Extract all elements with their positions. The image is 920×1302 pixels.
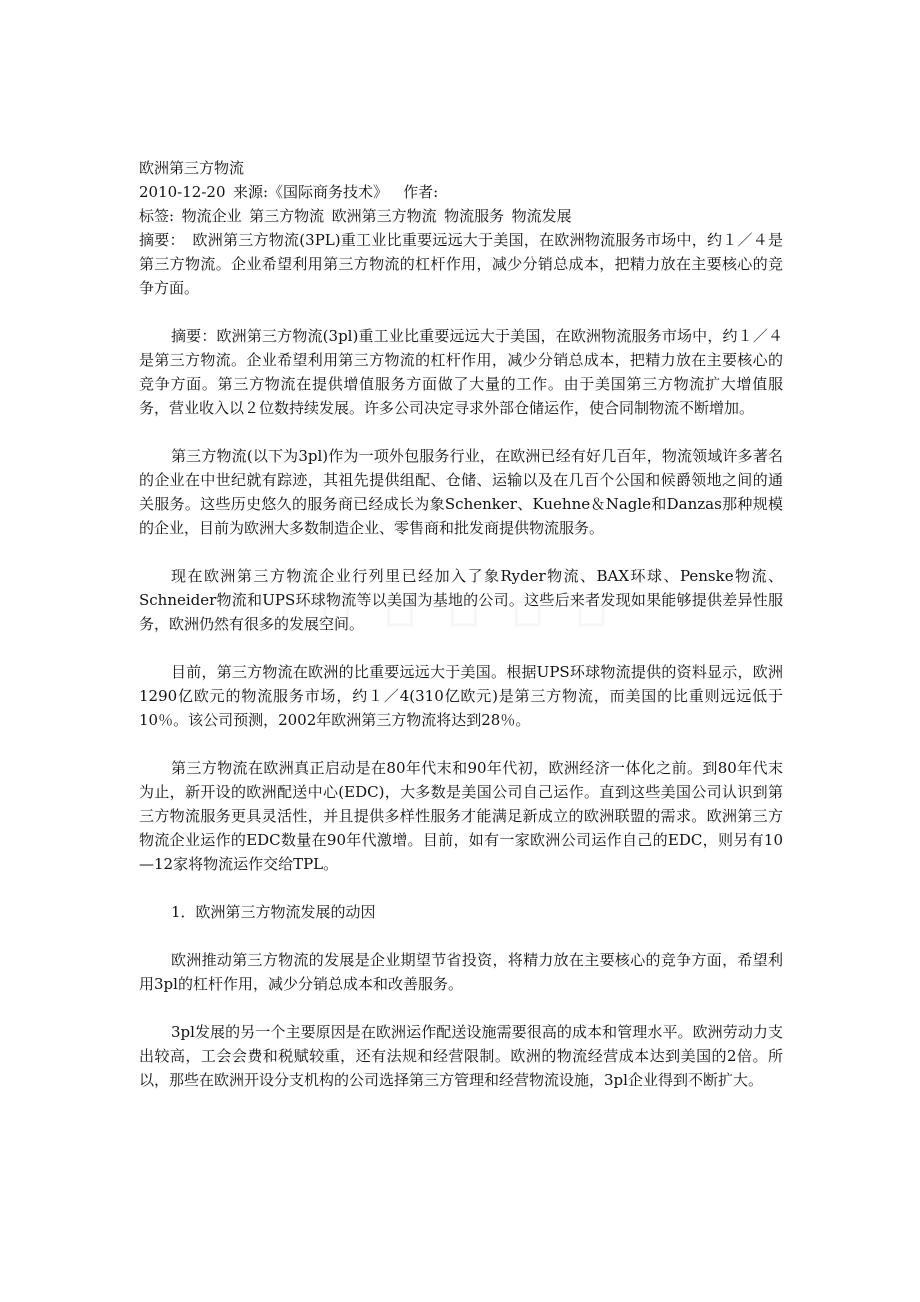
publish-date: 2010-12-20: [139, 183, 226, 201]
abstract-label: 摘要：: [139, 231, 185, 249]
document-title: [139, 156, 783, 180]
title-text: 欧洲第三方物流: [139, 159, 245, 177]
section-heading: 1．欧洲第三方物流发展的动因: [171, 903, 376, 921]
tags-line: [139, 204, 783, 228]
tag-item[interactable]: 欧洲第三方物流: [331, 207, 437, 225]
tag-item[interactable]: 物流企业: [181, 207, 242, 225]
body-paragraph: 欧洲推动第三方物流的发展是企业期望节省投资，将精力放在主要核心的竞争方面，希望利用3pl的杠杆作用，减少分销总成本和改善服务。: [139, 951, 783, 993]
source-name: 《国际商务技术》: [268, 183, 389, 201]
tag-item[interactable]: 第三方物流: [249, 207, 325, 225]
abstract: [139, 228, 783, 300]
body-paragraph: 现在欧洲第三方物流企业行列里已经加入了象Ryder物流、BAX环球、Penske物流、Schneider物流和UPS环球物流等以美国为基地的公司。这些后来者发现如果能够提供差异性服务，欧洲仍然有很多的发展空间。: [139, 567, 783, 633]
body-paragraph: 3pl发展的另一个主要原因是在欧洲运作配送设施需要很高的成本和管理水平。欧洲劳动力支出较高，工会会费和税赋较重，还有法规和经营限制。欧洲的物流经营成本达到美国的2倍。所以，那些在欧洲开设分支机构的公司选择第三方管理和经营物流设施，3pl企业得到不断扩大。: [139, 1023, 783, 1089]
tag-item[interactable]: 物流服务: [444, 207, 505, 225]
abstract-text: 欧洲第三方物流(3PL)重工业比重要远远大于美国，在欧洲物流服务市场中，约１／４是第三方物流。企业希望利用第三方物流的杠杆作用，减少分销总成本，把精力放在主要核心的竞争方面。: [139, 231, 783, 297]
author-label: 作者:: [403, 183, 439, 201]
tags-label: 标签:: [139, 207, 175, 225]
body-paragraph: 目前，第三方物流在欧洲的比重要远远大于美国。根据UPS环球物流提供的资料显示，欧洲1290亿欧元的物流服务市场，约１／4(310亿欧元)是第三方物流，而美国的比重则远远低于10％。该公司预测，2002年欧洲第三方物流将达到28％。: [139, 663, 783, 729]
tag-item[interactable]: 物流发展: [511, 207, 572, 225]
meta-line: [139, 180, 783, 204]
body-paragraph: 第三方物流(以下为3pl)作为一项外包服务行业，在欧洲已经有好几百年，物流领域许多著名的企业在中世纪就有踪迹，其祖先提供组配、仓储、运输以及在几百个公国和候爵领地之间的通关服务。这些历史悠久的服务商已经成长为象Schenker、Kuehne＆Nagle和Danzas那种规模的企业，目前为欧洲大多数制造企业、零售商和批发商提供物流服务。: [139, 447, 783, 537]
body-paragraph: 摘要：欧洲第三方物流(3pl)重工业比重要远远大于美国，在欧洲物流服务市场中，约１／４是第三方物流。企业希望利用第三方物流的杠杆作用，减少分销总成本，把精力放在主要核心的竞争方面。第三方物流在提供增值服务方面做了大量的工作。由于美国第三方物流扩大增值服务，营业收入以２位数持续发展。许多公司决定寻求外部仓储运作，使合同制物流不断增加。: [139, 327, 783, 417]
document-page: [139, 156, 783, 1092]
body-paragraph: 第三方物流在欧洲真正启动是在80年代末和90年代初，欧洲经济一体化之前。到80年代末为止，新开设的欧洲配送中心(EDC)，大多数是美国公司自己运作。直到这些美国公司认识到第三方物流服务更具灵活性，并且提供多样性服务才能满足新成立的欧洲联盟的需求。欧洲第三方物流企业运作的EDC数量在90年代激增。目前，如有一家欧洲公司运作自己的EDC，则另有10—12家将物流运作交给TPL。: [139, 759, 783, 873]
source-label: 来源:: [232, 183, 269, 201]
